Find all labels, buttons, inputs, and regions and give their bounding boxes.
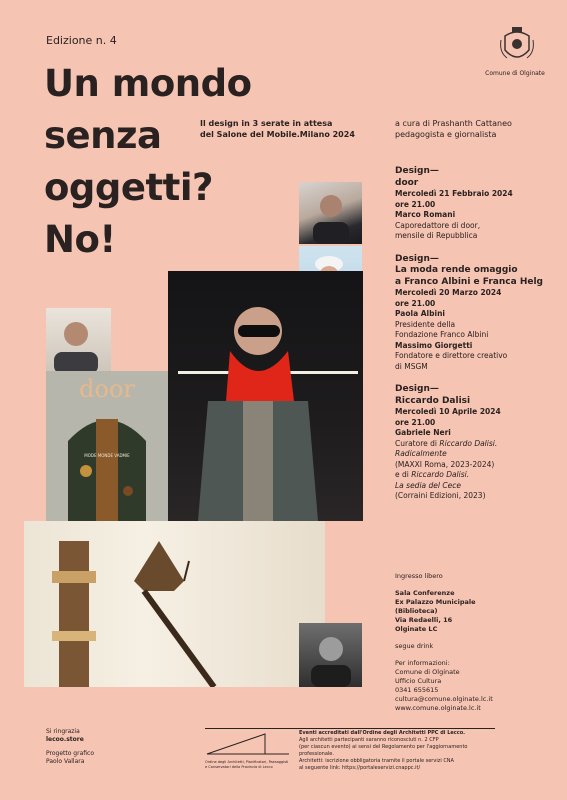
speaker-name: Paola Albini [395,309,445,318]
speaker-role: Presidente della [395,319,456,329]
venue-line: Ex Palazzo Municipale [395,598,476,606]
accreditation-note [299,730,499,772]
edition-label: Edizione n. 4 [46,34,117,47]
speaker-role: di MSGM [395,361,428,371]
venue-line: Via Redaelli, 16 [395,616,453,624]
portrait-icon [46,308,111,371]
credits-line: Progetto grafico [46,750,95,757]
subtitle-line: del Salone del Mobile.Milano 2024 [200,130,355,139]
architects-order-logo [205,730,290,770]
info-block [395,572,560,721]
speaker-role: Fondazione Franco Albini [395,330,489,339]
photo-massimo-giorgetti [46,308,111,371]
event-title-line: a Franco Albini e Franca Helg [395,276,543,287]
portrait-icon [299,623,362,687]
accreditation-line: Agli architetti partecipanti saranno riconosciuti n. 2 CFP [299,737,439,743]
curator-line: a cura di Prashanth Cattaneo [395,119,512,128]
comune-label: Comune di Olginate [485,70,545,77]
note-italic: Riccardo Dalisi. [439,438,498,448]
note-text: (Corraini Edizioni, 2023) [395,491,486,500]
note-italic: Riccardo Dalisi. [411,470,470,479]
accreditation-line: professionale. [299,751,334,757]
speaker-role: Caporedattore di door, [395,220,481,230]
speaker-name: Marco Romani [395,210,456,219]
note-text: e di [395,470,412,479]
magazine-cover-line: MODE MONDE VADMIE [84,453,130,458]
accreditation-title: Eventi accreditati dall'Ordine degli Architetti PPC di Lecco. [299,730,466,736]
photo-dalisi-sculpture [24,521,325,687]
speaker-name: Gabriele Neri [395,428,451,437]
venue [395,589,560,634]
venue-line: (Biblioteca) [395,607,438,615]
event-date: Mercoledì 10 Aprile 2024 [395,407,501,416]
accreditation-line: (per ciascun evento) ai sensi del Regolamento per l'aggiornamento [299,744,468,750]
magazine-cover-art-icon [46,371,168,521]
event-title-line: Design— [395,384,439,394]
credits-line: Paolo Vallara [46,758,85,765]
venue-line: Olginate LC [395,625,438,633]
accreditation-line: Architetti: iscrizione obbligatoria tramite il portale servizi CNA [299,758,454,764]
architects-order-label: Ordine degli Architetti, Pianificatori, Paesaggisti e Conservatori della Provincia di Lecco [205,760,289,769]
photo-fashion-model [168,271,363,521]
event-time: ore 21.00 [395,199,436,209]
photo-door-magazine [46,371,168,521]
contact-website[interactable]: www.comune.olginate.lc.it [395,704,481,712]
title-line: Un mondo [44,62,252,105]
footer-divider [205,728,495,729]
title-line: senza [44,114,162,157]
title-line: oggetti? [44,166,214,209]
contact-line: Ufficio Cultura [395,677,442,685]
curator-line: pedagogista e giornalista [395,130,497,139]
magazine-masthead: door [79,375,135,403]
contact-line: Per informazioni: [395,659,450,667]
event-date: Mercoledì 21 Febbraio 2024 [395,189,513,198]
event-title [395,166,560,189]
after-event: segue drink [395,642,434,650]
curator [395,118,565,140]
event-2 [395,254,560,373]
event-title [395,254,560,289]
credits [46,750,94,766]
event-3 [395,384,560,502]
photo-marco-romani [299,182,362,244]
event-date: Mercoledì 20 Marzo 2024 [395,288,502,297]
poster-title [44,58,252,266]
speaker-note [395,470,560,481]
event-title-line: Riccardo Dalisi [395,395,471,406]
speaker-name: Massimo Giorgetti [395,340,473,350]
contact-email[interactable]: cultura@comune.olginate.lc.it [395,695,493,703]
title-line: No! [44,218,116,261]
sponsor-name: lecoo.store [46,736,84,743]
event-title-line: door [395,177,419,188]
event-title-line: Design— [395,253,439,264]
note-italic: Radicalmente [395,449,447,458]
note-italic: La sedia del Cece [395,480,461,490]
contact-phone: 0341 655615 [395,686,439,694]
event-title-line: La moda rende omaggio [395,265,518,275]
event-1 [395,166,560,242]
architects-order-mark-icon [205,730,290,756]
entry-label: Ingresso libero [395,572,443,580]
thanks [46,728,84,744]
contacts [395,659,560,713]
subtitle [200,118,385,140]
note-text: (MAXXI Roma, 2023-2024) [395,459,495,469]
event-time: ore 21.00 [395,417,436,427]
thanks-line: Si ringrazia [46,728,80,735]
photo-gabriele-neri [299,623,362,687]
contact-line: Comune di Olginate [395,668,460,676]
events-list [395,166,560,514]
accreditation-link[interactable]: al seguente link: https://portaleservizi.cnappc.it/ [299,765,421,771]
note-text: Curatore di [395,438,440,448]
venue-line: Sala Conferenze [395,589,455,597]
event-time: ore 21.00 [395,298,436,308]
event-title [395,384,560,407]
subtitle-line: Il design in 3 serate in attesa [200,119,333,128]
comune-crest-icon [497,26,537,66]
fashion-figure-icon [168,271,363,521]
portrait-icon [299,182,362,244]
speaker-note [395,439,560,450]
speaker-role: Fondatore e direttore creativo [395,351,508,360]
speaker-role: mensile di Repubblica [395,231,478,240]
sculpture-icon [24,521,325,687]
event-title-line: Design— [395,166,439,176]
